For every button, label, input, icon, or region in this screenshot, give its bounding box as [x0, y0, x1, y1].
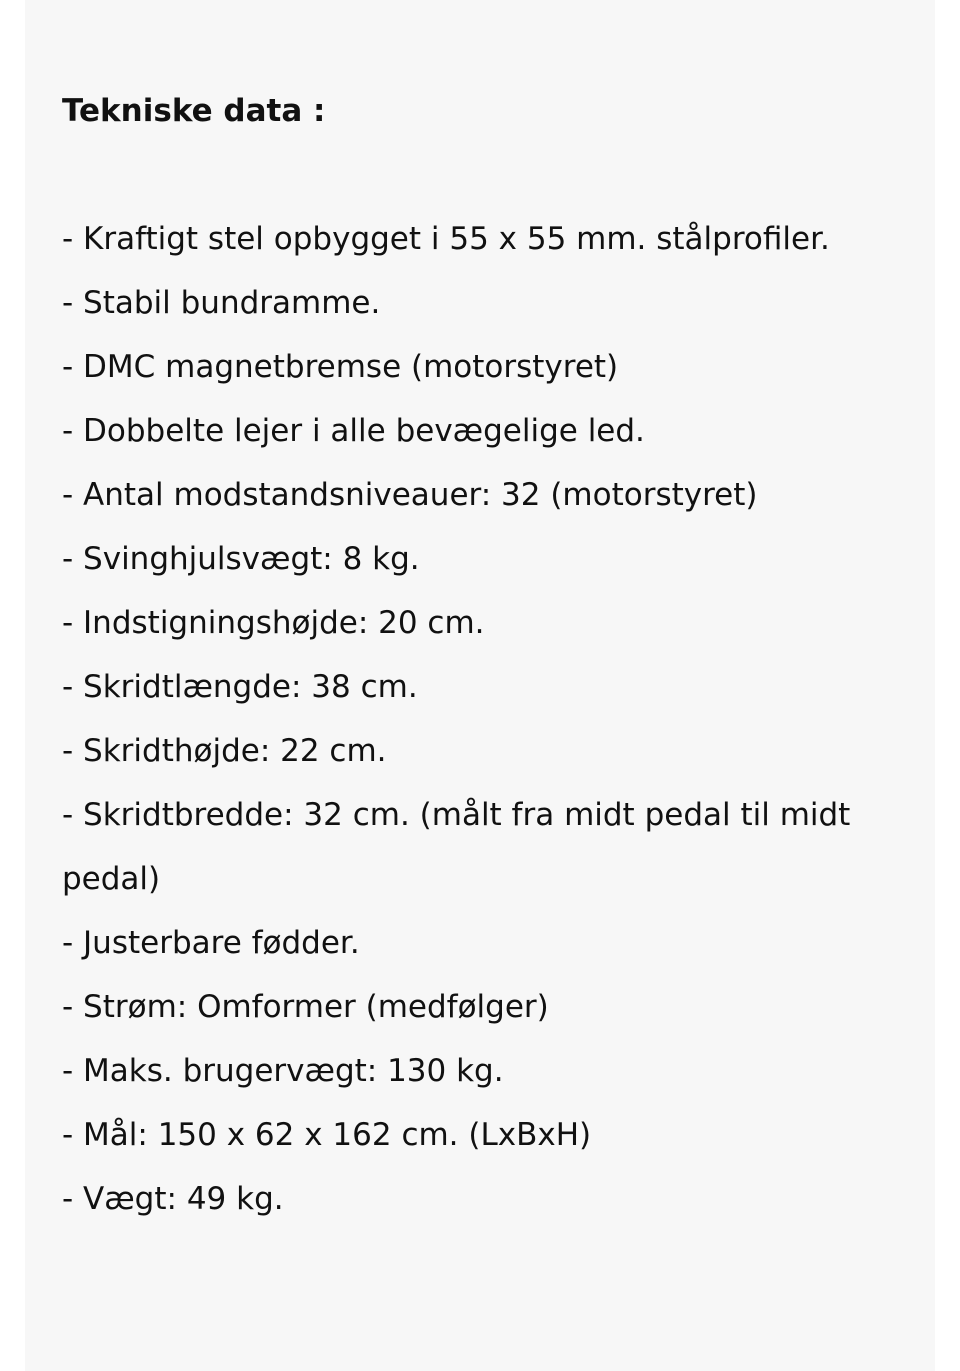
list-item: - Skridtbredde: 32 cm. (målt fra midt pedal til midt pedal): [62, 797, 851, 897]
list-item: - Indstigningshøjde: 20 cm.: [62, 605, 485, 641]
spec-list: [62, 207, 912, 1231]
list-item: - DMC magnetbremse (motorstyret): [62, 349, 619, 385]
list-item: - Vægt: 49 kg.: [62, 1181, 284, 1217]
list-item: - Svinghjulsvægt: 8 kg.: [62, 541, 420, 577]
list-item: - Strøm: Omformer (medfølger): [62, 989, 549, 1025]
list-item: - Maks. brugervægt: 130 kg.: [62, 1053, 504, 1089]
list-item: - Skridtlængde: 38 cm.: [62, 669, 418, 705]
page-title: Tekniske data :: [62, 93, 326, 129]
list-item: - Skridthøjde: 22 cm.: [62, 733, 387, 769]
list-item: - Kraftigt stel opbygget i 55 x 55 mm. stålprofiler.: [62, 221, 830, 257]
list-item: - Stabil bundramme.: [62, 285, 381, 321]
list-item: - Antal modstandsniveauer: 32 (motorstyret): [62, 477, 758, 513]
list-item: - Dobbelte lejer i alle bevægelige led.: [62, 413, 645, 449]
list-item: - Mål: 150 x 62 x 162 cm. (LxBxH): [62, 1117, 592, 1153]
list-item: - Justerbare fødder.: [62, 925, 360, 961]
